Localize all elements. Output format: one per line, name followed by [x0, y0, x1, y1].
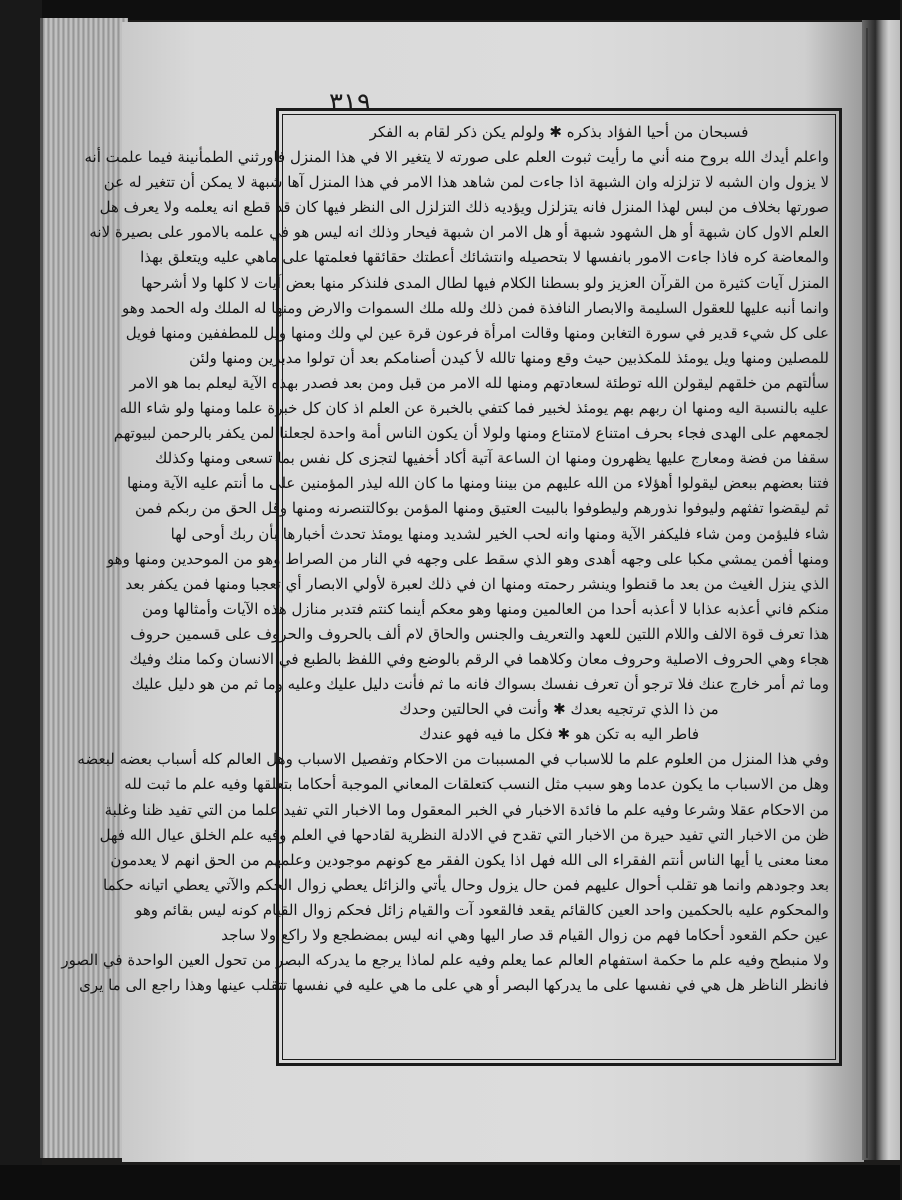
text-line: والمعاضة كره فاذا جاءت الامور بانفسها لا بتحصيله وانتشائك أعطتك حقائقها فعلمتها على ماهي عليه ويتعلق بهذا	[140, 248, 829, 267]
text-line: ظن من الاخبار التي تفيد حيرة من الاخبار التي تقدح في الادلة النظرية لقادحها في العلم وفيه علم الخلق عيال الله فهل	[99, 825, 829, 844]
text-line: لجمعهم على الهدى فجاء بحرف امتناع لامتناع ومنها ولولا أن يكون الناس أمة واحدة لجعلنا لمن يكفر بالرحمن لبيوتهم	[113, 424, 829, 443]
text-line: سقفا من فضة ومعارج عليها يظهرون ومنها ان الساعة آتية أكاد أخفيها لتجزى كل نفس بما تسعى ومنها وكذلك	[155, 449, 829, 468]
text-line: منكم فاني أعذبه عذابا لا أعذبه أحدا من العالمين ومنها وهو معكم أينما كنتم فتدبر منازل هذه الآيات وأمثالها ومن	[141, 599, 829, 618]
text-line: العلم الاول كان شبهة أو هل الشهود شبهة أو هل الامر ان شبهة فيحار وذلك انه ليس هو في علمه بالامور على بصيرة لانه	[89, 223, 829, 242]
text-line: وفي هذا المنزل من العلوم علم ما للاسباب في المسببات من الاحكام وتفصيل الاسباب وهل العالم كله أسباب بعضه لبعضه	[77, 750, 829, 769]
text-line: هذا تعرف قوة الالف واللام اللتين للعهد والتعريف والجنس والحاق لام ألف بالحروف والحروف على قسمين حروف	[130, 624, 829, 643]
text-line: واعلم أيدك الله بروح منه أني ما رأيت ثبوت العلم على صورته لا يتغير الا في هذا المنزل فاورثني الطمأنينة فيما علمت أنه	[84, 148, 829, 167]
text-line: بعد وجودهم وانما هو تقلب أحوال عليهم فمن حال يزول وحال يأتي والزائل يعطي زوال الحكم والآتي يعطي اتيانه حكما	[103, 875, 829, 894]
text-line: المنزل آيات كثيرة من القرآن العزيز ولو بسطنا الكلام فيها لطال المدى فلنذكر منها بعض آيات لا كلها ولا أشرحها	[141, 273, 829, 292]
verse-line: من ذا الذي ترتجيه بعدك ✱ وأنت في الحالتين وحدك	[399, 700, 719, 719]
text-line: للمصلين ومنها ويل يومئذ للمكذبين حيث وقع ومنها تالله لأ كيدن أصنامكم بعد أن تولوا مدبرين ومنها ولئن	[189, 348, 829, 367]
arabic-text-block	[61, 120, 833, 1056]
text-line: شاء فليؤمن ومن شاء فليكفر الآية ومنها وانه لحب الخير لشديد ومنها يومئذ تحدث أخبارها بأن ربك أوحى لها	[170, 524, 829, 543]
facing-page-edge	[866, 28, 902, 1158]
text-line: على كل شيء قدير في سورة التغابن ومنها وقالت امرأة فرعون قرة عين لي ولك ومنها ويل للمطففين ومنها فويل	[125, 323, 829, 342]
text-line: وهل من الاسباب ما يكون عدما وهو سبب مثل النسب كتعلقات المعاني الموجبة أحكاما بتعلقها وفيه علم ما ثبت لله	[124, 775, 829, 794]
text-line: عين حكم القعود أحكاما فهم من زوال القيام قد صار اليها وهي انه ليس بمضطجع ولا راكع ولا ساجد	[221, 926, 829, 944]
text-line: وما ثم أمر خارج عنك فلا ترجو أن تعرف نفسك بسواك فانه ما ثم فأنت دليل عليك وعليه وما ثم من هو دليل عليك	[131, 675, 829, 694]
text-line: لا يزول وان الشبه لا تزلزله وان الشبهة اذا جاءت لمن شاهد هذا الامر في هذا المنزل آها شبهة لا يمكن أن تتغير له عن	[103, 173, 829, 192]
text-line: ومنها أفمن يمشي مكبا على وجهه أهدى وهو الذي سقط على وجهه في النار من الصراط وهو من الموحدين ومنها وهو	[106, 549, 829, 568]
text-line: الذي ينزل الغيث من بعد ما قنطوا وينشر رحمته ومنها ان في ذلك لعبرة لأولي الابصار أي تعجبا ومنها فمن يكفر بعد	[125, 574, 829, 593]
text-line: ثم ليقضوا تفثهم وليوفوا نذورهم وليطوفوا بالبيت العتيق ومنها المؤمن بوكالتنصرنه ومنها وقل الحق من ربكم فمن	[134, 499, 829, 518]
bottom-shadow	[0, 1165, 900, 1200]
text-line: ولا منبطح وفيه علم ما حكمة استفهام العالم عما يعلم وفيه علم لماذا يرجع ما يدركه البصر من تحول العين الواحدة في الصور	[61, 951, 829, 970]
verse-line: فاطر اليه به تكن هو ✱ فكل ما فيه فهو عندك	[419, 725, 699, 744]
text-line: وانما أنبه عليها للعقول السليمة والابصار النافذة فمن ذلك ولله ملك السموات والارض ومنها له الملك وله الحمد وهو	[122, 298, 829, 317]
top-shadow	[0, 0, 900, 20]
text-line: سألتهم من خلقهم ليقولن الله توطئة لسعادتهم ومنها لله الامر من قبل ومن بعد فصدر بهذه الآية ليعلم بما هو الامر	[129, 373, 829, 392]
page-number: ٣١٩	[329, 88, 371, 118]
text-line: صورتها بخلاف من لبس لهذا المنزل فانه يتزلزل ويؤديه ذلك التزلزل الى النظر فيها كان قد قطع انه يعلمه ولا يعرف هل	[99, 198, 829, 217]
text-line: والمحكوم عليه بالحكمين واحد العين كالقائم يقعد فالقعود آت والقيام زائل فحكم زوال القيام كونه ليس بقائم وهو	[135, 900, 829, 919]
text-line: معنا معنى يا أيها الناس أنتم الفقراء الى الله فهل اذا يكون الفقر مع كونهم موجودين وعلمهم من الحق انهم لا يعدمون	[110, 850, 829, 869]
text-line: فتنا بعضهم ببعض ليقولوا أهؤلاء من الله عليهم من بيننا ومنها ما كان الله ليذر المؤمنين على ما أنتم عليه الآية ومنها	[126, 474, 829, 493]
verse-line: فسبحان من أحيا الفؤاد بذكره ✱ ولولم يكن ذكر لقام به الفكر	[369, 123, 749, 141]
text-line: هجاء وهي الحروف الاصلية وحروف معان وكلاهما في الرقم بالوضع وفي اللفظ بالطبع في الانسان وكما منك وفيك	[129, 649, 829, 668]
text-line: عليه بالنسبة اليه ومنها ان ربهم بهم يومئذ لخبير فما كتفي بالخبرة عن العلم اذ كان كل خبرة علما ومنها ولو شاء الله	[119, 399, 829, 418]
book-cover-left	[0, 0, 42, 1200]
text-line: فانظر الناظر هل هي في نفسها على ما يدركها البصر أو هي على ما هي عليه في نفسها تتقلب عينها وهذا راجع الى ما يرى	[79, 976, 829, 995]
text-line: من الاحكام عقلا وشرعا وفيه علم ما فائدة الاخبار في الخبر المعقول وما الاخبار التي تفيد علما من التي تفيد ظنا وغلبة	[104, 800, 829, 819]
